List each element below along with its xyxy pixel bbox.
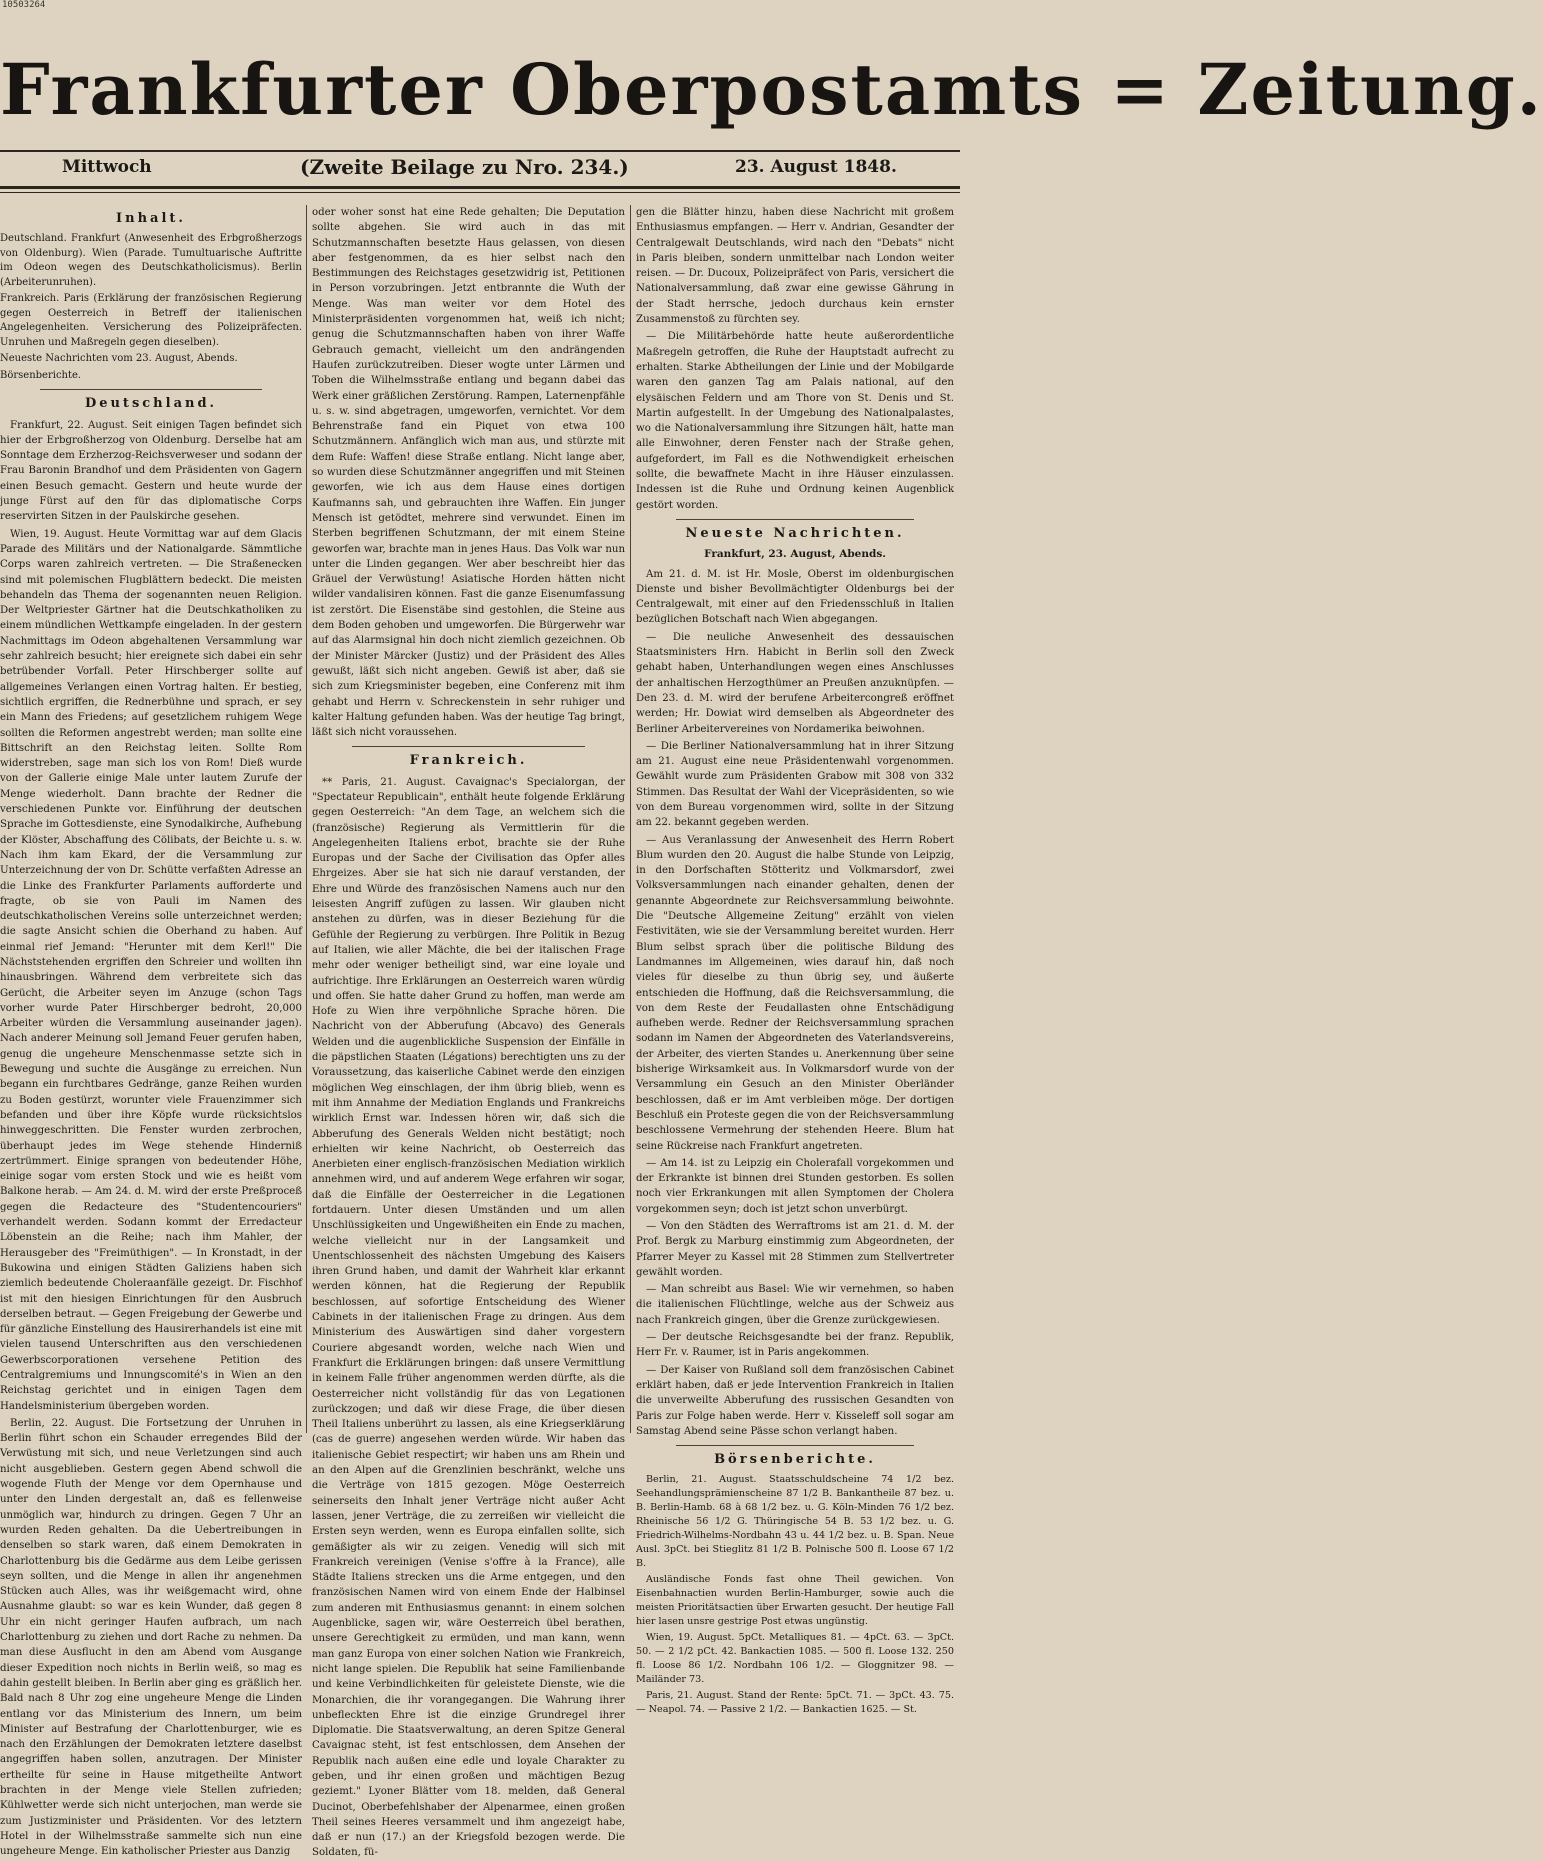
- toc-entry: Frankreich. Paris (Erklärung der französischen Regierung gegen Oesterreich in Betreff der italienischen Angelegenheiten. Versicherung des Polizeipräfecten. Unruhen und Maßregeln gegen dieselben).: [0, 293, 302, 348]
- news-item: — Die Berliner Nationalversammlung hat in ihrer Sitzung am 21. August eine neue Präsidentenwahl vorgenommen. Gewählt wurde zum Präsidenten Grabow mit 308 von 332 Stimmen. Das Resultat der Wahl der Vicepräsidenten, so wie von dem Bureau vorgenommen wird, sollte in der Sitzung am 22. bekannt gegeben werden.: [636, 740, 954, 829]
- column-3: [636, 205, 954, 1716]
- column-2: [312, 205, 625, 1859]
- archive-id: 10503264: [2, 0, 46, 10]
- dateline-date: 23. August 1848.: [735, 157, 897, 177]
- news-item: — Am 14. ist zu Leipzig ein Cholerafall vorgekommen und der Erkrankte ist binnen drei Stunden gestorben. Es sollen noch vier Erkrankungen mit allen Symptomen der Cholera vorgekommen seyn; doch ist jetzt schon unverbürgt.: [636, 1157, 954, 1215]
- column-divider-1: [306, 205, 307, 1433]
- article-paragraph: Frankfurt, 22. August. Seit einigen Tagen befindet sich hier der Erbgroßherzog von Oldenburg. Derselbe hat am Sonntage dem Erzherzog-Reichsverweser und sodann der Frau Baronin Brandhof und dem Präsidenten von Gagern einen Besuch gemacht. Gestern und heute wurde der junge Fürst auf den für das diplomatische Corps reservirten Sitzen in der Paulskirche gesehen.: [0, 419, 302, 523]
- news-item: — Von den Städten des Werraftroms ist am 21. d. M. der Prof. Bergk zu Marburg einstimmig zum Abgeordneten, der Pfarrer Meyer zu Kassel mit 28 Stimmen zum Stellvertreter gewählt worden.: [636, 1221, 954, 1278]
- news-item: — Man schreibt aus Basel: Wie wir vernehmen, so haben die italienischen Flüchtlinge, welche aus der Schweiz aus nach Frankreich gingen, über die Grenze zurückgewiesen.: [636, 1284, 954, 1326]
- bourse-item: Wien, 19. August. 5pCt. Metalliques 81. — 4pCt. 63. — 3pCt. 50. — 2 1/2 pCt. 42. Bankactien 1085. — 500 fl. Loose 132. 250 fl. Loose 86 1/2. Nordbahn 106 1/2. — Gloggnitzer 98. — Mailänder 73.: [636, 1632, 954, 1686]
- news-item: — Der deutsche Reichsgesandte bei der franz. Republik, Herr Fr. v. Raumer, ist in Paris angekommen.: [636, 1332, 954, 1359]
- article-paragraph: oder woher sonst hat eine Rede gehalten; Die Deputation sollte abgehen. Sie wird auch in das mit Schutzmannschaften besetzte Haus gelassen, von diesen aber festgenommen, da es hier selbst nach den Bestimmungen des Reichstages gesetzwidrig ist, Petitionen in Person vorzubringen. Jetzt entbrannte die Wuth der Menge. Was man weiter vor dem Hotel des Ministerpräsidenten vorgenommen hat, weiß ich nicht; genug die Schutzmannschaften haben von ihrer Waffe Gebrauch gemacht, vielleicht um den andrängenden Haufen zurückzutreiben. Dieser wogte unter Lärmen und Toben die Wilhelmsstraße entlang und begann dabei das Werk einer gräßlichen Zerstörung. Rampen, Laternenpfähle u. s. w. sind abgetragen, umgeworfen, vernichtet. Vor dem Behrenstraße fand ein Piquet von etwa 100 Schutzmännern. Anfänglich wich man aus, und stürzte mit dem Rufe: Waffen! diese Straße entlang. Nicht lange aber, so wurden diese Schutzmänner angegriffen und mit Steinen geworfen, wie ich aus dem Hause eines dortigen Kaufmanns sah, und gebrauchten ihre Waffen. Ein junger Mensch ist getödtet, mehrere sind verwundet. Einen im Sterben begriffenen Schutzmann, der mit einem Steine geworfen war, brachte man in jenes Haus. Das Volk war nun unter die Linden gegangen. Wer aber beschreibt hier das Gräuel der Verwüstung! Asiatische Horden hätten nicht wilder vandalisiren können. Fast die ganze Eisenumfassung ist zerstört. Die Eisenstäbe sind gestohlen, die Steine aus dem Boden gehoben und umgeworfen. Die Bürgerwehr war auf das Alarmsignal hin doch nicht ziemlich gezeichnen. Ob der Minister Märcker (Justiz) und der Präsident des Alles gewußt, läßt sich nicht angeben. Gewiß ist aber, daß sie sich zum Kriegsminister begeben, eine Conferenz mit ihm gehabt und Herrn v. Schreckenstein in sehr ruhiger und kalter Haltung gefunden haben. Was der heutige Tag bringt, läßt sich nicht voraussehen.: [312, 207, 625, 739]
- article-paragraph: Berlin, 22. August. Die Fortsetzung der Unruhen in Berlin führt schon ein Schauder erregendes Bild der Verwüstung mit sich, und neue Verletzungen sind auch nicht ausgeblieben. Gestern gegen Abend schwoll die wogende Fluth der Menge vor dem Opernhause und unter den Linden dergestalt an, daß es fellenweise unmöglich war, hindurch zu dringen. Gegen 7 Uhr an wurden Reden gehalten. Da die Uebertreibungen in denselben so stark waren, daß einem Demokraten in Charlottenburg bis die Gedärme aus dem Leibe gerissen seyn sollten, und die Menge in allen ihr angenehmen Stücken auch Alles, was ihr weißgemacht wird, ohne Ausnahme glaubt: so war es kein Wunder, daß gegen 8 Uhr ein nicht geringer Haufen aufbrach, um nach Charlottenburg zu ziehen und dort Rache zu nehmen. Da man diese Ausflucht in den am Abend vom Ausgange dieser Expedition noch nichts in Berlin weiß, so mag es dahin gestellt bleiben. In Berlin aber ging es gräßlich her. Bald nach 8 Uhr zog eine ungeheure Menge die Linden entlang vor das Ministerium des Innern, um beim Minister auf Bestrafung der Charlottenburger, wie es nach den Erzählungen der Demokraten letztere daselbst angegriffen haben sollen, anzutragen. Der Minister ertheilte für seine in Hause mitgetheilte Antwort brachten in der Menge viele Stellen zufrieden; Kühlwetter werde sich nicht unterjochen, man werde sie zum Justizminister und Präsidenten. Vor des letztern Hotel in der Wilhelmsstraße sammelte sich nun eine ungeheure Menge. Ein katholischer Priester aus Danzig: [0, 1417, 302, 1858]
- news-dateline: Frankfurt, 23. August, Abends.: [704, 548, 886, 561]
- divider: [40, 389, 262, 390]
- news-item: Am 21. d. M. ist Hr. Mosle, Oberst im oldenburgischen Dienste und bisher Bevollmächtigter Oldenburgs bei der Centralgewalt, mit einer auf den Friedensschluß in Italien bezüglichen Botschaft nach Wien abgegangen.: [636, 568, 954, 626]
- section-heading-frankreich: Frankreich.: [409, 753, 528, 769]
- article-paragraph: ** Paris, 21. August. Cavaignac's Specialorgan, der "Spectateur Republicain", enthält heute folgende Erklärung gegen Oesterreich: "An dem Tage, an welchem sich die (französische) Regierung als Vermittlerin für die Angelegenheiten Italiens erbot, brachte sie der Ruhe Europas und der Sache der Civilisation das Opfer alles Ehrgeizes. Aber sie hat sich nie darauf verstanden, der Ehre und Würde des französischen Namens auch nur den leisesten Angriff zufügen zu lassen. Wir glauben nicht anstehen zu dürfen, was in dieser Beziehung für die Gefühle der Regierung zu verbürgen. Ihre Politik in Bezug auf Italien, wie aller Mächte, die bei der italischen Frage mehr oder weniger betheiligt sind, war eine loyale und aufrichtige. Ihre Erklärungen an Oesterreich waren würdig und offen. Sie hatte daher Grund zu hoffen, man werde am Hofe zu Wien ihre verpöhnliche Sprache hören. Die Nachricht von der Abberufung (Abcavo) des Generals Welden und die augenblickliche Suspension der Einfälle in die päpstlichen Staaten (Légations) berechtigten uns zu der Voraussetzung, das kaiserliche Cabinet werde den einzigen möglichen Weg einschlagen, der ihm übrig blieb, wenn es mit ihm Annahme der Mediation Englands und Frankreichs wirklich Ernst war. Indessen hören wir, daß sich die Abberufung des Generals Welden nicht bestätigt; noch erhielten wir keine Nachricht, ob Oesterreich das Anerbieten einer englisch-französischen Mediation wirklich annehmen wird, und auf anderem Wege erfahren wir sogar, daß die Einfälle der Oesterreicher in die Legationen fortdauern. Unter diesen Umständen und um allen Unschlüssigkeiten und Ungewißheiten ein Ende zu machen, welche vielleicht nur in der Langsamkeit und Unentschlossenheit des nächsten Umgebung des Kaisers ihren Grund haben, und damit der Wahrheit klar erkannt werden können, hat die Regierung der Republik beschlossen, auf sofortige Entscheidung des Wiener Cabinets in der italienischen Frage zu dringen. Aus dem Ministerium des Auswärtigen sind daher vorgestern Couriere abgesandt worden, welche nach Wien und Frankfurt die Erklärungen bringen: daß unsere Vermittlung in keinem Falle früher angenommen werden dürfte, als die Oesterreicher nicht vollständig für das von Legationen zurückzogen; und daß wir diese Frage, die über diesen Theil Italiens unberührt zu lassen, als eine Kriegserklärung (cas de guerre) angesehen werden würde. Wir haben das italienische Gebiet respectirt; wir haben uns am Rhein und an den Alpen auf die Grenzlinien beschränkt, welche uns die Verträge von 1815 gezogen. Möge Oesterreich seinerseits den Inhalt jener Verträge nicht außer Acht lassen, jener Verträge, die zu zerreißen wir vielleicht die Ersten seyn werden, wenn es Europa einfallen sollte, sich gemäßigter als wir zu zeigen. Venedig will sich mit Frankreich vereinigen (Venise s'offre à la France), alle Städte Italiens strecken uns die Arme entgegen, und den französischen Namen wird von einem Ende der Halbinsel zum anderen mit Enthusiasmus genannt: in einem solchen Augenblicke, sagen wir, wäre Oesterreich übel berathen, unsere Gerechtigkeit zu ermüden, und man kann, wenn man ganz Europa von einer solchen Nation wie Frankreich, nicht lange spielen. Die Republik hat seine Familienbande und keine Verbindlichkeiten für geleistete Dienste, wie die Monarchien, die ihr vorangegangen. Die Wahrung ihrer unbefleckten Ehre ist die einzige Grundregel ihrer Diplomatie. Die Staatsverwaltung, an deren Spitze General Cavaignac steht, ist fest entschlossen, dem Ansehen der Republik nach außen eine edle und loyale Charakter zu geben, und ihr einen großen und mächtigen Bezug geziemt." Lyoner Blätter vom 18. melden, daß General Ducinot, Oberbefehlshaber der Alpenarmee, einen großen Theil seines Heeres versammelt und ihm angezeigt habe, daß er nun (17.) an der Kriegsfold bezogen werde. Die Soldaten, fü-: [312, 776, 625, 1859]
- column-1: [0, 205, 303, 1858]
- article-paragraph: gen die Blätter hinzu, haben diese Nachricht mit großem Enthusiasmus empfangen. — Herr v. Andrian, Gesandter der Centralgewalt Deutschlands, wird nach den "Debats" nicht in Paris bleiben, sondern unmittelbar nach London weiter reisen. — Dr. Ducoux, Polizeipräfect von Paris, versichert die Nationalversammlung, daß zwar eine gewisse Gährung in der Stadt herrsche, jedoch durchaus kein ernster Zusammenstoß zu fürchten sey.: [636, 207, 954, 326]
- news-item: — Die neuliche Anwesenheit des dessauischen Staatsministers Hrn. Habicht in Berlin soll den Zweck gehabt haben, Unterhandlungen wegen eines Anschlusses der anhaltischen Herzogthümer an Preußen anzuknüpfen. — Den 23. d. M. wird der berufene Arbeitercongreß eröffnet werden; Hr. Dowiat wird demselben als Abgeordneter des Berliner Arbeitervereines von Nordamerika beiwohnen.: [636, 631, 954, 735]
- dateline-weekday: Mittwoch: [62, 157, 152, 177]
- news-item: — Der Kaiser von Rußland soll dem französischen Cabinet erklärt haben, daß er jede Intervention Frankreich in Italien die unverweilte Abberufung des russischen Gesandten von Paris zur Folge haben werde. Herr v. Kisseleff soll sogar am Samstag Abend seine Pässe schon verlangt haben.: [636, 1364, 954, 1437]
- toc-entry: Deutschland. Frankfurt (Anwesenheit des Erbgroßherzogs von Oldenburg). Wien (Parade. Tumultuarische Auftritte im Odeon wegen des Deutschkatholicismus). Berlin (Arbeiterunruhen).: [0, 233, 302, 288]
- bourse-reports: [636, 1473, 954, 1717]
- section-heading-neueste-nachrichten: Neueste Nachrichten.: [685, 525, 905, 541]
- toc-entry: Neueste Nachrichten vom 23. August, Abends.: [0, 353, 238, 365]
- masthead-rule-bottom-thin: [0, 192, 960, 193]
- divider: [676, 519, 914, 520]
- masthead-rule-bottom: [0, 186, 960, 189]
- toc-heading: Inhalt.: [116, 211, 186, 226]
- table-of-contents: [0, 232, 302, 383]
- bourse-item: Berlin, 21. August. Staatsschuldscheine 74 1/2 bez. Seehandlungsprämienscheine 87 1/2 B. Bankantheile 87 bez. u. B. Berlin-Hamb. 68 à 68 1/2 bez. u. G. Köln-Minden 76 1/2 bez. Rheinische 56 1/2 G. Thüringische 54 B. 53 1/2 bez. u. G. Friedrich-Wilhelms-Nordbahn 43 u. 44 1/2 bez. u. B. Span. Neue Ausl. 3pCt. bei Stieglitz 81 1/2 B. Polnische 500 fl. Loose 67 1/2 B.: [636, 1474, 954, 1570]
- masthead-title: Frankfurter Oberpostamts = Zeitung.: [0, 48, 1543, 131]
- section-heading-boersenberichte: Börsenberichte.: [714, 1452, 876, 1468]
- bourse-item: Paris, 21. August. Stand der Rente: 5pCt. 71. — 3pCt. 43. 75. — Neapol. 74. — Passive 2 1/2. — Bankactien 1625. — St.: [636, 1690, 954, 1716]
- news-item: — Aus Veranlassung der Anwesenheit des Herrn Robert Blum wurden den 20. August die halbe Stunde von Leipzig, in den Dorfschaften Stötteritz und Volkmarsdorf, zwei Volksversammlungen nach einander gehalten, denen der genannte Abgeordnete zur Reichsversammlung beiwohnte. Die "Deutsche Allgemeine Zeitung" erzählt von vielen Festivitäten, wie sie der Versammlung bereitet wurden. Herr Blum selbst sprach über die politische Bildung des Landmannes im Allgemeinen, wies darauf hin, daß noch vieles für dieselbe zu thun übrig sey, und äußerte entschieden die Hoffnung, daß die Reichsversammlung, die von dem Reste der Feudallasten ohne Entschädigung aufheben werde. Redner der Reichsversammlung sprachen sodann im Namen der Abgeordneten des Vaterlandsvereins, der Arbeiter, des vierten Standes u. Anerkennung über seine bisherige Wirksamkeit aus. In Volkmarsdorf wurde von der Versammlung ein Gesuch an den Minister Oberländer beschlossen, daß er im Amt verbleiben möge. Der dortigen Beschluß ein Proteste gegen die von der Reichsversammlung beschlossene Vermehrung der stehenden Heere. Blum hat seine Rückreise nach Frankfurt angetreten.: [636, 834, 954, 1152]
- article-paragraph: — Die Militärbehörde hatte heute außerordentliche Maßregeln getroffen, die Ruhe der Hauptstadt aufrecht zu erhalten. Starke Abtheilungen der Linie und der Mobilgarde waren den ganzen Tag am Palais national, auf den elysäischen Feldern und am Thore von St. Denis und St. Martin aufgestellt. In der Umgebung des Nationalpalastes, wo die Nationalversammlung ihre Sitzungen hält, hatte man alle Einwohner, deren Fenster nach der Straße gehen, aufgefordert, im Fall es die Nothwendigkeit erheischen sollte, die bewaffnete Macht in ihre Häuser einzulassen. Indessen ist die Ruhe und Ordnung keinen Augenblick gestört worden.: [636, 331, 954, 511]
- dateline-issue: (Zweite Beilage zu Nro. 234.): [300, 155, 629, 179]
- article-paragraph: Wien, 19. August. Heute Vormittag war auf dem Glacis Parade des Militärs und der Nationalgarde. Sämmtliche Corps waren zahlreich vertreten. — Die Straßenecken sind mit polemischen Flugblättern bedeckt. Die meisten behandeln das Thema der sogenannten neuen Religion. Der Weltpriester Gärtner hat die Deutschkatholiken zu einem mündlichen Wettkampfe eingeladen. In der gestern Nachmittags im Odeon abgehaltenen Versammlung war sehr zahlreich besucht; hier ereignete sich dabei ein sehr betrübender Vorfall. Peter Hirschberger sollte auf allgemeines Verlangen einen Vortrag halten. Er bestieg, sichtlich ergriffen, die Rednerbühne und sprach, er sey ein Mann des Friedens; auf gesetzlichem ruhigem Wege sollten die Reformen angestrebt werden; man sollte eine Bittschrift an den Reichstag leiten. Sollte Rom widerstreben, sage man sich los von Rom! Dieß wurde von der Gallerie einige Male unter lautem Zurufe der Menge wiederholt. Dann brachte der Redner die verschiedenen Punkte vor. Einführung der deutschen Sprache im Gottesdienste, eine Synodalkirche, Aufhebung der Klöster, Abschaffung des Cölibats, der Beichte u. s. w. Nach ihm kam Ekard, der die Versammlung zur Unterzeichnung der von Dr. Schütte verfaßten Adresse an die Linke des Frankfurter Parlaments aufforderte und fragte, ob sie von Pauli im Namen des deutschkatholischen Vereins solle unterzeichnet werden; die sagte Ansicht schien die Oberhand zu haben. Auf einmal rief Jemand: "Herunter mit dem Kerl!" Die Nächststehenden ergriffen den Schreier und wollten ihn hinausbringen. Während dem verbreitete sich das Gerücht, die Arbeiter seyen im Anzuge (schon Tags vorher wurde Pater Hirschberger bedroht, 20,000 Arbeiter würden die Versammlung auseinander jagen). Nach anderer Meinung soll Jemand Feuer gerufen haben, genug die ungeheure Menschenmasse setzte sich in Bewegung und suchte die Ausgänge zu erreichen. Nun begann ein furchtbares Gedränge, ganze Reihen wurden zu Boden gestürzt, worunter viele Frauenzimmer sich befanden und über ihre Köpfe wurde rücksichtslos hinweggeschritten. Die Fenster wurden zerbrochen, überhaupt jedes im Wege stehende Hinderniß zertrümmert. Einige sprangen von bedeutender Höhe, einige sogar vom ersten Stock und wie es heißt vom Balkone herab. — Am 24. d. M. wird der erste Preßproceß gegen die Redacteure des "Studentencouriers" verhandelt werden. Sodann kommt der Erredacteur Löbenstein an die Reihe; nach ihm Mahler, der Herausgeber des "Freimüthigen". — In Kronstadt, in der Bukowina und einigen Städten Galiziens haben sich ziemlich bedeutende Choleraanfälle gezeigt. Dr. Fischhof ist mit den hiesigen Einrichtungen für den Ausbruch derselben betraut. — Gegen Freigebung der Gewerbe und für gänzliche Einstellung des Hausirerhandels ist eine mit vielen tausend Unterschriften aus den verschiedenen Gewerbscorporationen versehene Petition des Centralgremiums und Innungscomité's in Wien an den Reichstag gerichtet und in einigen Tagen dem Handelsministerium übergeben worden.: [0, 528, 303, 1412]
- dateline: [0, 150, 960, 184]
- toc-entry: Börsenberichte.: [0, 369, 82, 381]
- divider: [352, 746, 585, 747]
- column-divider-2: [630, 205, 631, 1433]
- divider: [676, 1445, 914, 1446]
- bourse-item: Ausländische Fonds fast ohne Theil gewichen. Von Eisenbahnactien wurden Berlin-Hamburger, sowie auch die meisten Prioritätsactien über Erwarten gesucht. Der heutige Fall hier lasen unsre gestrige Post etwas ungünstig.: [636, 1574, 954, 1628]
- section-heading-deutschland: Deutschland.: [84, 396, 218, 412]
